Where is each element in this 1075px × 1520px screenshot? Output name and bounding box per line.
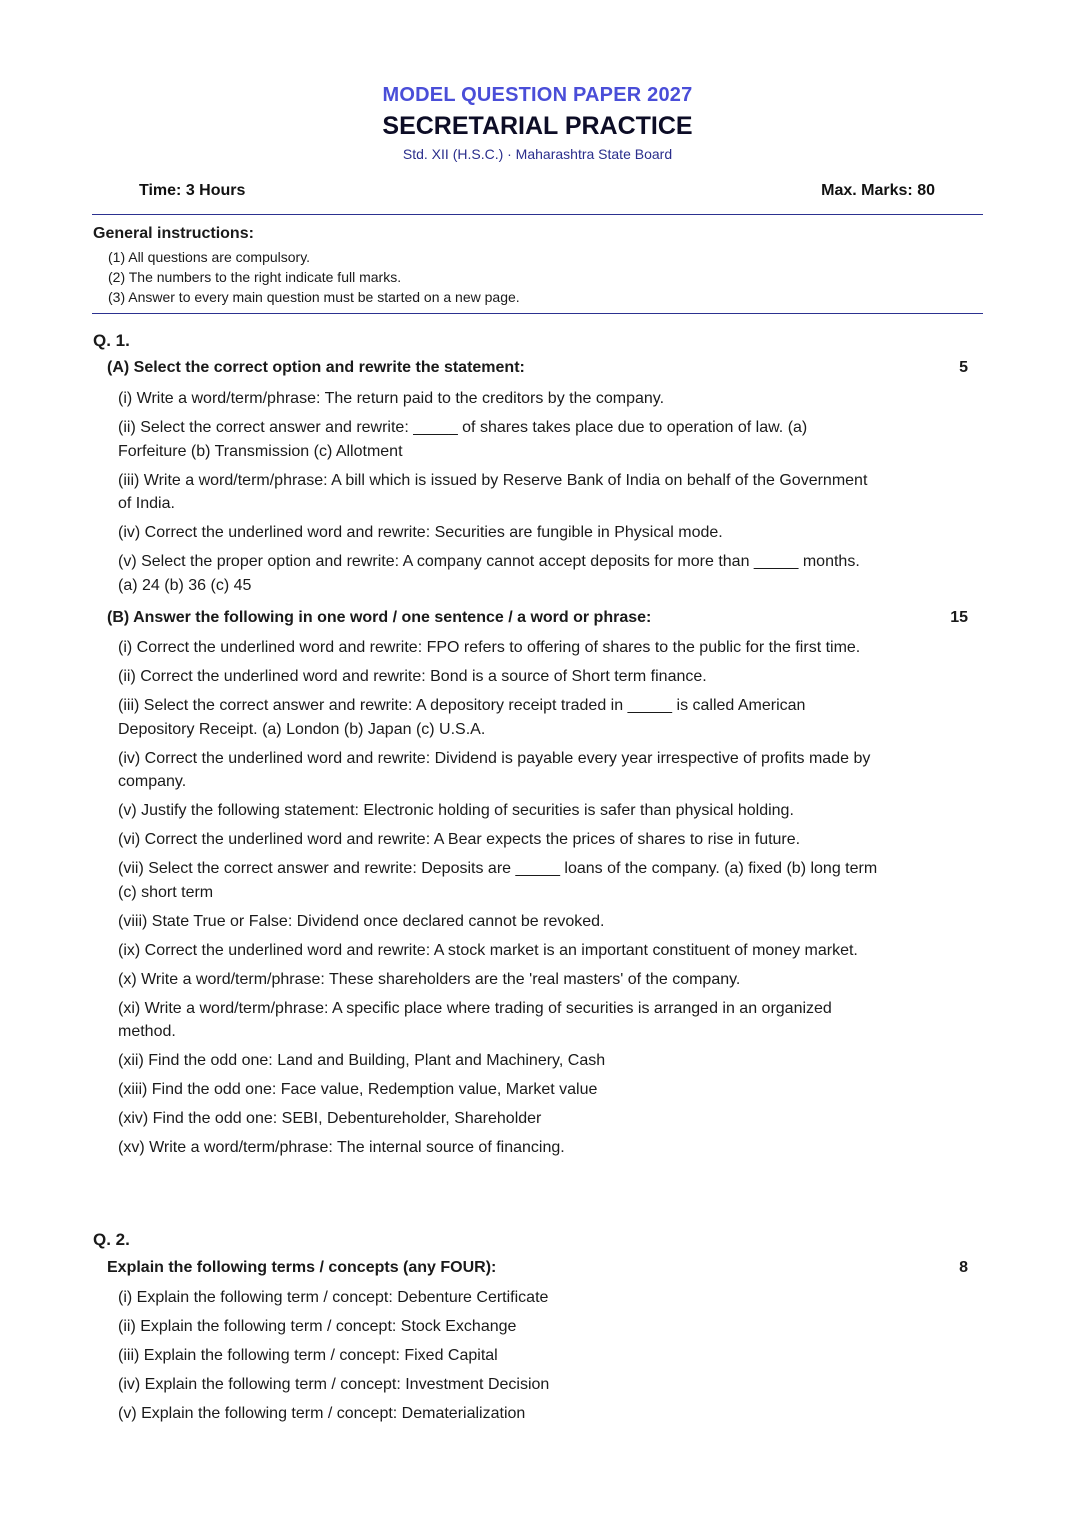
question-item: (iv) Correct the underlined word and rewrite: Dividend is payable every year irrespective of profits made by company. [118, 749, 871, 790]
instruction-item: (2) The numbers to the right indicate full marks. [108, 269, 402, 285]
question-item: (iv) Explain the following term / concept: Investment Decision [118, 1376, 550, 1393]
section-1b-items [118, 636, 878, 1165]
question-item: (x) Write a word/term/phrase: These shareholders are the 'real masters' of the company. [118, 970, 741, 988]
question-1-label: Q. 1. [93, 331, 130, 350]
question-item: (xi) Write a word/term/phrase: A specific place where trading of securities is arranged in an organized method. [118, 999, 832, 1040]
section-heading-text: (A) Select the correct option and rewrite the statement: [107, 359, 525, 376]
section-1a-items [118, 387, 878, 603]
question-item: (ii) Correct the underlined word and rewrite: Bond is a source of Short term finance. [118, 668, 707, 685]
standard-board-line: Std. XII (H.S.C.) · Maharashtra State Board [402, 146, 673, 162]
section-1a-heading [107, 359, 968, 377]
section-1b-heading [107, 609, 968, 627]
question-item: (viii) State True or False: Dividend once declared cannot be revoked. [118, 912, 605, 930]
question-item: (ix) Correct the underlined word and rewrite: A stock market is an important constituent of money market. [118, 941, 858, 959]
question-item: (i) Explain the following term / concept: Debenture Certificate [118, 1289, 549, 1306]
question-item: (v) Explain the following term / concept: Dematerialization [118, 1405, 526, 1422]
instruction-item: (3) Answer to every main question must be started on a new page. [108, 289, 520, 305]
section-heading-text: Explain the following terms / concepts (any FOUR): [107, 1259, 497, 1276]
question-item: (vii) Select the correct answer and rewrite: Deposits are _____ loans of the company. (a) fixed (b) long term (c) short term [118, 860, 878, 901]
question-item: (iv) Correct the underlined word and rewrite: Securities are fungible in Physical mode. [118, 524, 723, 541]
question-item: (iii) Write a word/term/phrase: A bill which is issued by Reserve Bank of India on behalf of the Government of India. [118, 471, 868, 512]
question-item: (xii) Find the odd one: Land and Building, Plant and Machinery, Cash [118, 1052, 606, 1069]
question-item: (v) Select the proper option and rewrite: A company cannot accept deposits for more than _____ months. (a) 24 (b) 36 (c) 45 [118, 553, 860, 594]
section-marks: 15 [950, 609, 968, 626]
instruction-item: (1) All questions are compulsory. [108, 249, 311, 265]
time-duration: Time: 3 Hours [139, 182, 246, 199]
paper-title: MODEL QUESTION PAPER 2027 [382, 84, 693, 106]
section-marks: 8 [959, 1259, 968, 1276]
question-item: (i) Correct the underlined word and rewrite: FPO refers to offering of shares to the public for the first time. [118, 639, 861, 656]
instructions-heading: General instructions: [93, 225, 254, 242]
section-heading-text: (B) Answer the following in one word / one sentence / a word or phrase: [107, 609, 652, 626]
question-item: (ii) Select the correct answer and rewrite: _____ of shares takes place due to operation of law. (a) Forfeiture (b) Transmission (c) Allotment [118, 419, 808, 460]
question-item: (xiv) Find the odd one: SEBI, Debentureholder, Shareholder [118, 1110, 542, 1127]
max-marks: Max. Marks: 80 [821, 182, 935, 199]
section-2-heading [107, 1259, 968, 1277]
question-item: (i) Write a word/term/phrase: The return paid to the creditors by the company. [118, 390, 665, 407]
paper-header [0, 84, 1075, 162]
question-2-label: Q. 2. [93, 1230, 130, 1249]
question-item: (v) Justify the following statement: Electronic holding of securities is safer than physical holding. [118, 802, 794, 819]
subject-title: SECRETARIAL PRACTICE [382, 112, 693, 140]
question-item: (vi) Correct the underlined word and rewrite: A Bear expects the prices of shares to rise in future. [118, 831, 801, 848]
question-item: (ii) Explain the following term / concept: Stock Exchange [118, 1318, 517, 1335]
question-item: (iii) Select the correct answer and rewrite: A depository receipt traded in _____ is called American Depository Receipt. (a) London (b) Japan (c) U.S.A. [118, 697, 806, 738]
question-item: (xv) Write a word/term/phrase: The internal source of financing. [118, 1139, 565, 1156]
section-marks: 5 [959, 359, 968, 376]
instructions-divider [92, 313, 983, 314]
question-item: (xiii) Find the odd one: Face value, Redemption value, Market value [118, 1081, 598, 1098]
instructions-list [108, 247, 520, 307]
question-item: (iii) Explain the following term / concept: Fixed Capital [118, 1347, 498, 1364]
section-2-items [118, 1286, 878, 1431]
header-divider [92, 214, 983, 215]
